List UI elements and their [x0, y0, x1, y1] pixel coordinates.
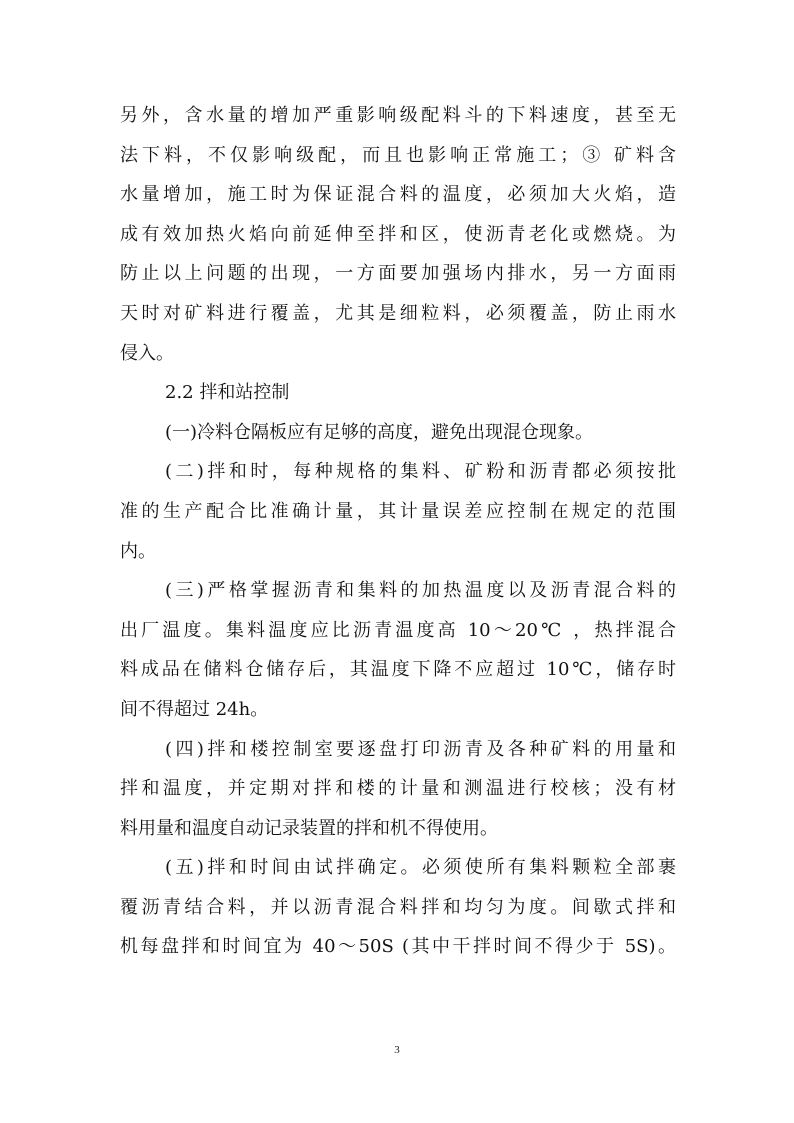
text-line: 机每盘拌和时间宜为 40～50S (其中干拌时间不得少于 5S)。 [120, 936, 676, 958]
page-number: 3 [394, 1044, 400, 1056]
text-line: 出厂温度。集料温度应比沥青温度高 10～20℃ ，热拌混合 [120, 619, 676, 641]
body-text [120, 96, 676, 967]
list-item-4 [120, 730, 676, 849]
text-line: 另外，含水量的增加严重影响级配料斗的下料速度，甚至无 [120, 105, 676, 126]
list-item-3 [120, 571, 676, 729]
text-line: 料成品在储料仓储存后，其温度下降不应超过 10℃，储存时 [120, 659, 676, 681]
list-item-2 [120, 452, 676, 571]
text-line: 料用量和温度自动记录装置的拌和机不得使用。 [120, 817, 498, 839]
text-line: (五)拌和时间由试拌确定。必须使所有集料颗粒全部裹 [165, 857, 676, 879]
text-line: 防止以上问题的出现，一方面要加强场内排水，另一方面雨 [120, 263, 676, 285]
text-line: 拌和温度，并定期对拌和楼的计量和测温进行校核；没有材 [120, 778, 676, 800]
text-line: 天时对矿料进行覆盖，尤其是细粒料，必须覆盖，防止雨水 [120, 302, 676, 324]
text-line: (四)拌和楼控制室要逐盘打印沥青及各种矿料的用量和 [165, 738, 676, 760]
text-line: (一)冷料仓隔板应有足够的高度，避免出现混仓现象。 [165, 421, 594, 443]
text-line: 准的生产配合比准确计量，其计量误差应控制在规定的范围 [120, 500, 676, 522]
text-line: 水量增加，施工时为保证混合料的温度，必须加大火焰，造 [120, 184, 676, 206]
text-line: 侵入。 [120, 342, 174, 364]
text-line: (二)拌和时，每种规格的集料、矿粉和沥青都必须按批 [165, 461, 676, 483]
paragraph-moisture-impact [120, 96, 676, 373]
text-line: 成有效加热火焰向前延伸至拌和区，使沥青老化或燃烧。为 [120, 223, 676, 245]
section-heading: 2.2 拌和站控制 [165, 382, 290, 404]
text-line: 法下料，不仅影响级配，而且也影响正常施工；③ 矿料含 [120, 144, 676, 166]
text-line: 内。 [120, 540, 156, 562]
text-line: 覆沥青结合料，并以沥青混合料拌和均匀为度。间歇式拌和 [120, 896, 676, 918]
text-line: 间不得超过 24h。 [120, 698, 269, 720]
text-line: (三)严格掌握沥青和集料的加热温度以及沥青混合料的 [165, 580, 676, 602]
list-item-5 [120, 848, 676, 967]
list-item-1 [120, 413, 676, 453]
